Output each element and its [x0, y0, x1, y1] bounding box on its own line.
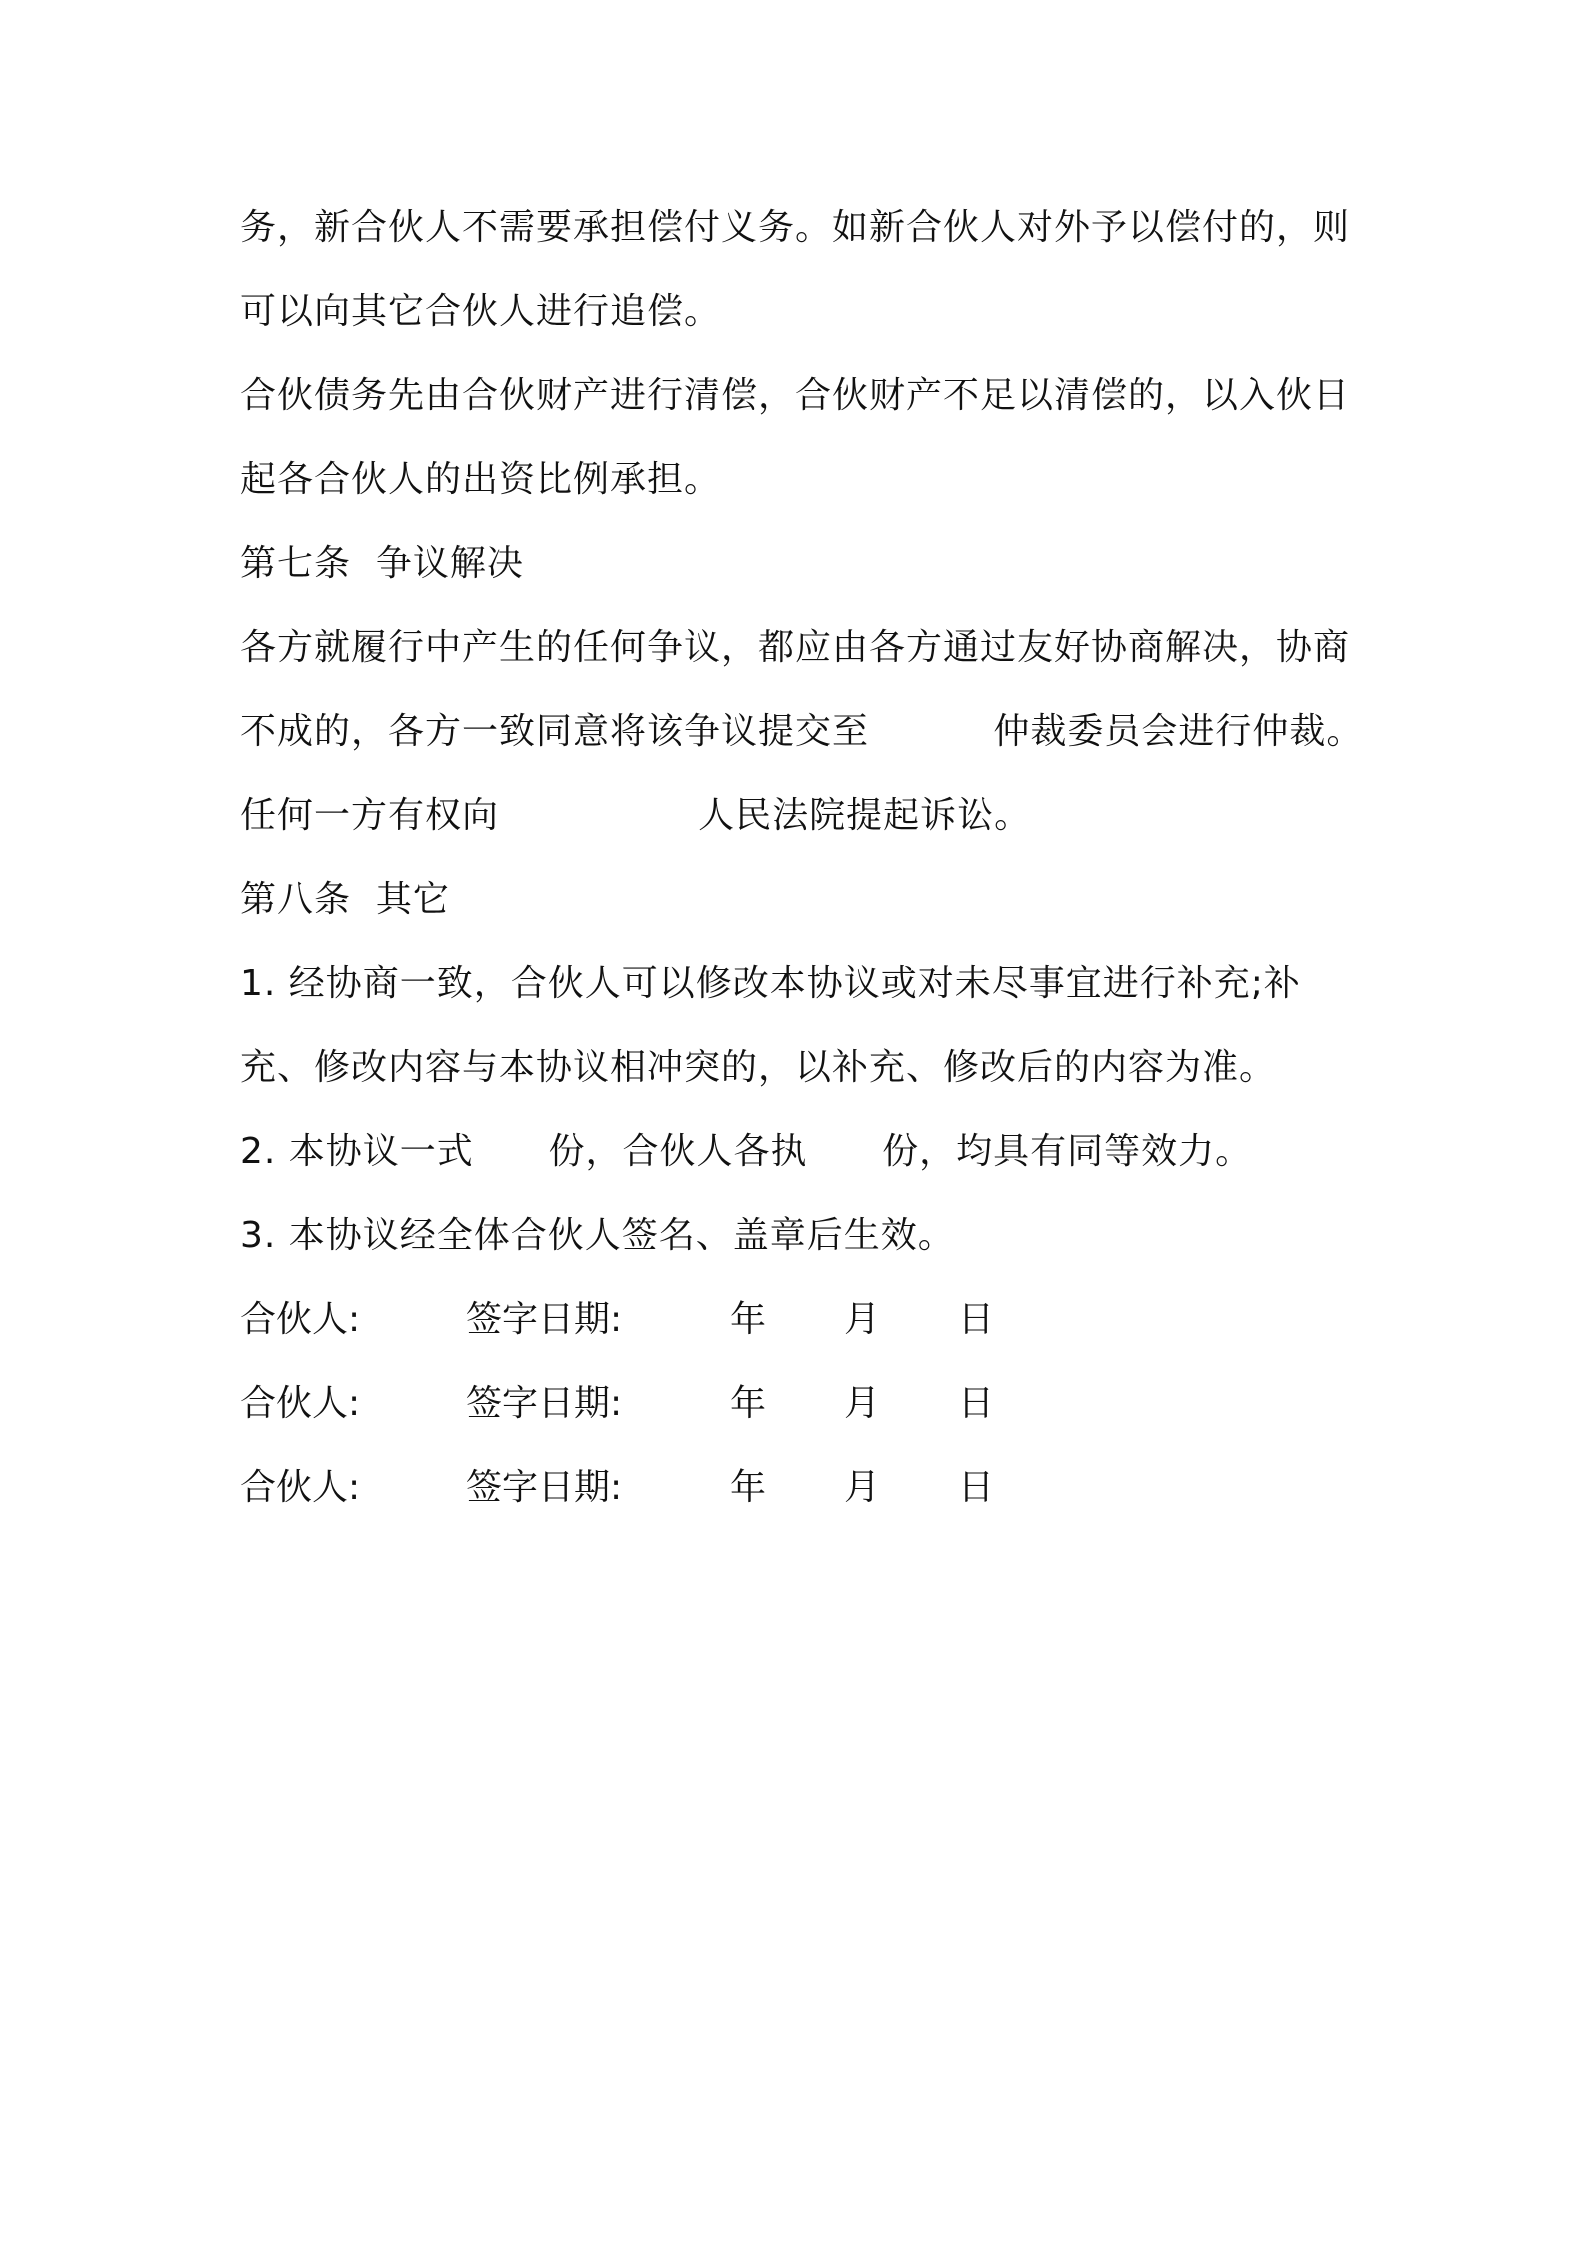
day-label: 日	[958, 1467, 995, 1508]
paragraph-line-3: 合伙债务先由合伙财产进行清偿，合伙财产不足以清偿的，以入伙日	[240, 375, 1351, 416]
signature-row	[240, 1466, 1140, 1510]
day-label: 日	[958, 1299, 995, 1340]
paragraph-line-8: 任何一方有权向 人民法院提起诉讼。	[240, 795, 1032, 836]
partner-label: 合伙人:	[240, 1383, 361, 1424]
signature-date-label: 签字日期:	[466, 1383, 623, 1424]
paragraph-line-12: 2. 本协议一式 份，合伙人各执 份，均具有同等效力。	[240, 1131, 1253, 1172]
signature-row	[240, 1382, 1140, 1426]
paragraph-line-7: 不成的，各方一致同意将该争议提交至 仲裁委员会进行仲裁。	[240, 711, 1364, 752]
year-label: 年	[730, 1299, 767, 1340]
paragraph-line-10: 1. 经协商一致，合伙人可以修改本协议或对未尽事宜进行补充;补	[240, 963, 1301, 1004]
month-label: 月	[844, 1467, 881, 1508]
year-label: 年	[730, 1467, 767, 1508]
partner-label: 合伙人:	[240, 1299, 361, 1340]
paragraph-line-2: 可以向其它合伙人进行追偿。	[240, 291, 722, 332]
day-label: 日	[958, 1383, 995, 1424]
partner-label: 合伙人:	[240, 1467, 361, 1508]
paragraph-line-4: 起各合伙人的出资比例承担。	[240, 459, 722, 500]
signature-row	[240, 1298, 1140, 1342]
paragraph-line-6: 各方就履行中产生的任何争议，都应由各方通过友好协商解决，协商	[240, 627, 1351, 668]
paragraph-line-13: 3. 本协议经全体合伙人签名、盖章后生效。	[240, 1215, 955, 1256]
paragraph-line-11: 充、修改内容与本协议相冲突的，以补充、修改后的内容为准。	[240, 1047, 1277, 1088]
section-heading-article-8: 第八条 其它	[240, 879, 450, 920]
year-label: 年	[730, 1383, 767, 1424]
paragraph-line-1: 务，新合伙人不需要承担偿付义务。如新合伙人对外予以偿付的，则	[240, 207, 1351, 248]
section-heading-article-7: 第七条 争议解决	[240, 543, 524, 584]
month-label: 月	[844, 1299, 881, 1340]
signature-date-label: 签字日期:	[466, 1467, 623, 1508]
signature-date-label: 签字日期:	[466, 1299, 623, 1340]
month-label: 月	[844, 1383, 881, 1424]
